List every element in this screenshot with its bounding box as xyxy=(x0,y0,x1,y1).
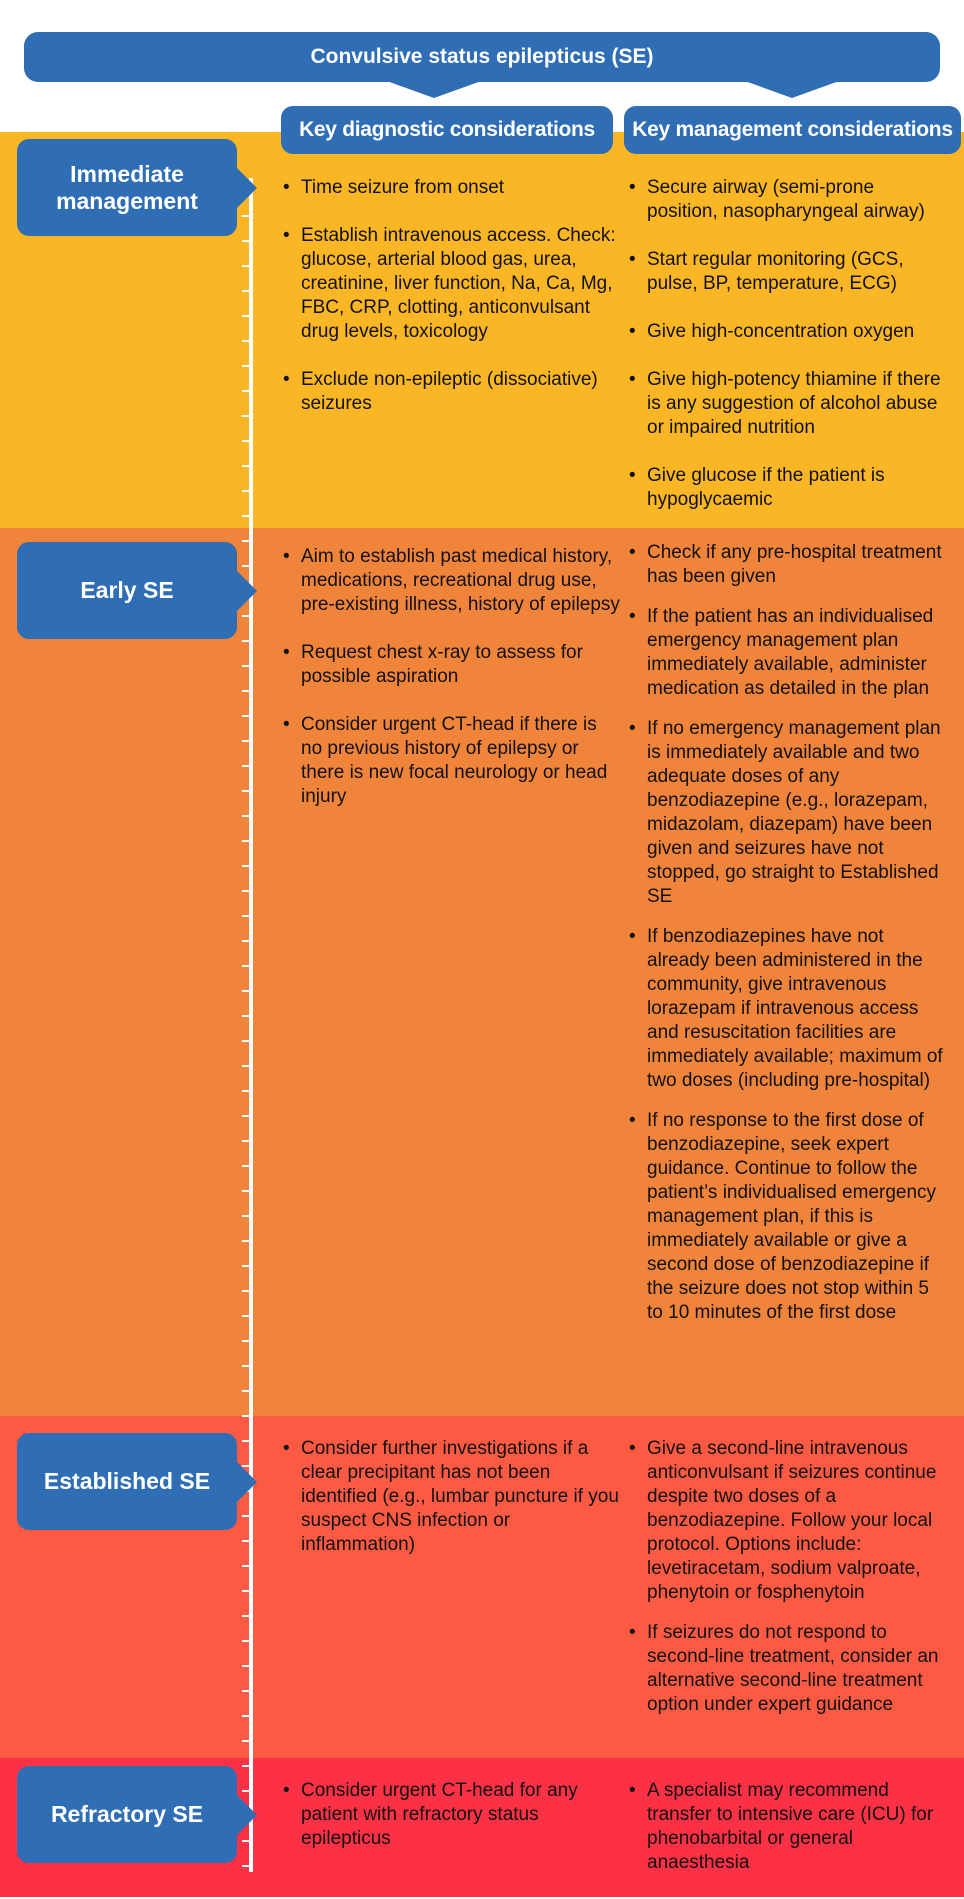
timeline-tick xyxy=(242,490,250,492)
list-item: • Give a second-line intravenous anticonvulsant if seizures continue despite two doses of a benzodiazepine. Follow your local protocol. Options include: levetiracetam, sodium valproate, phenytoin or fosphenytoin xyxy=(629,1437,947,1605)
timeline-tick xyxy=(242,965,250,967)
timeline-tick xyxy=(242,840,250,842)
timeline-tick xyxy=(242,815,250,817)
timeline-tick xyxy=(242,1315,250,1317)
timeline-tick xyxy=(242,1365,250,1367)
stage-label-established-se: Established SE xyxy=(17,1433,237,1530)
list-item: • A specialist may recommend transfer to intensive care (ICU) for phenobarbital or general anaesthesia xyxy=(629,1779,947,1875)
timeline-tick xyxy=(242,290,250,292)
refractory-diagnostic-list xyxy=(283,1779,623,1875)
list-item: • Aim to establish past medical history, medications, recreational drug use, pre-existing illness, history of epilepsy xyxy=(283,545,623,617)
timeline-tick xyxy=(242,740,250,742)
timeline-tick xyxy=(242,1340,250,1342)
timeline-tick xyxy=(242,1540,250,1542)
timeline-tick xyxy=(242,365,250,367)
timeline-tick xyxy=(242,615,250,617)
list-item: • If no response to the first dose of benzodiazepine, seek expert guidance. Continue to follow the patient’s individualised emergency management plan, if this is immediately available or give a second dose of benzodiazepine if the seizure does not stop within 5 to 10 minutes of the first dose xyxy=(629,1109,947,1325)
list-item: • If the patient has an individualised emergency management plan immediately available, administer medication as detailed in the plan xyxy=(629,605,947,701)
timeline-tick xyxy=(242,315,250,317)
stage-label-immediate-management: Immediate management xyxy=(17,139,237,236)
timeline-tick xyxy=(242,1265,250,1267)
timeline-tick xyxy=(242,1240,250,1242)
list-item: • If seizures do not respond to second-line treatment, consider an alternative second-line treatment option under expert guidance xyxy=(629,1621,947,1717)
timeline-tick xyxy=(242,1715,250,1717)
list-item: • Exclude non-epileptic (dissociative) seizures xyxy=(283,368,623,416)
established-management-list xyxy=(629,1437,947,1741)
timeline-tick xyxy=(242,1015,250,1017)
timeline-tick xyxy=(242,1215,250,1217)
management-column-header: Key management considerations xyxy=(624,106,961,154)
timeline-tick xyxy=(242,790,250,792)
timeline-tick xyxy=(242,1390,250,1392)
timeline-tick xyxy=(242,690,250,692)
timeline-tick xyxy=(242,1290,250,1292)
early-diagnostic-list xyxy=(283,545,623,833)
timeline-tick xyxy=(242,715,250,717)
timeline-tick xyxy=(242,415,250,417)
timeline-tick xyxy=(242,1415,250,1417)
timeline-tick xyxy=(242,1065,250,1067)
refractory-management-list xyxy=(629,1779,947,1899)
list-item: • Consider urgent CT-head for any patient with refractory status epilepticus xyxy=(283,1779,623,1851)
timeline-tick xyxy=(242,1165,250,1167)
timeline-tick xyxy=(242,1840,250,1842)
list-item: • Establish intravenous access. Check: glucose, arterial blood gas, urea, creatinine, liver function, Na, Ca, Mg, FBC, CRP, clotting, anticonvulsant drug levels, toxicology xyxy=(283,224,623,344)
list-item: • Give high-potency thiamine if there is any suggestion of alcohol abuse or impaired nutrition xyxy=(629,368,947,440)
timeline-tick xyxy=(242,1515,250,1517)
timeline-tick xyxy=(242,1140,250,1142)
timeline-tick xyxy=(242,1590,250,1592)
timeline-tick xyxy=(242,1665,250,1667)
timeline-tick xyxy=(242,640,250,642)
timeline-tick xyxy=(242,390,250,392)
timeline-tick xyxy=(242,565,250,567)
timeline-tick xyxy=(242,240,250,242)
title-notch-right xyxy=(742,80,842,98)
timeline-tick xyxy=(242,1865,250,1867)
stage-label-refractory-se: Refractory SE xyxy=(17,1766,237,1863)
list-item: • Time seizure from onset xyxy=(283,176,623,200)
timeline-tick xyxy=(242,515,250,517)
timeline-tick xyxy=(242,1440,250,1442)
list-item: • If no emergency management plan is immediately available and two adequate doses of any benzodiazepine (e.g., lorazepam, midazolam, diazepam) have been given and seizures have not stopped, go straight to Established SE xyxy=(629,717,947,909)
timeline-tick xyxy=(242,765,250,767)
list-item: • Request chest x-ray to assess for possible aspiration xyxy=(283,641,623,689)
list-item: • Secure airway (semi-prone position, nasopharyngeal airway) xyxy=(629,176,947,224)
list-item: • Consider urgent CT-head if there is no previous history of epilepsy or there is new focal neurology or head injury xyxy=(283,713,623,809)
diagnostic-column-header: Key diagnostic considerations xyxy=(281,106,613,154)
timeline-tick xyxy=(242,440,250,442)
list-item: • Consider further investigations if a clear precipitant has not been identified (e.g., lumbar puncture if you suspect CNS infection or inflammation) xyxy=(283,1437,623,1557)
timeline-tick xyxy=(242,990,250,992)
timeline-tick xyxy=(242,915,250,917)
list-item: • Give glucose if the patient is hypoglycaemic xyxy=(629,464,947,512)
timeline-tick xyxy=(242,1640,250,1642)
timeline-tick xyxy=(242,1190,250,1192)
timeline-tick xyxy=(242,890,250,892)
timeline-tick xyxy=(242,865,250,867)
timeline-tick xyxy=(242,1765,250,1767)
timeline-axis xyxy=(249,178,253,1872)
timeline-tick xyxy=(242,1790,250,1792)
list-item: • If benzodiazepines have not already been administered in the community, give intravenous lorazepam if intravenous access and resuscitation facilities are immediately available; maximum of two doses (including pre-hospital) xyxy=(629,925,947,1093)
timeline-tick xyxy=(242,1565,250,1567)
list-item: • Check if any pre-hospital treatment has been given xyxy=(629,541,947,589)
timeline-tick xyxy=(242,465,250,467)
timeline-tick xyxy=(242,940,250,942)
timeline-tick xyxy=(242,1090,250,1092)
timeline-tick xyxy=(242,215,250,217)
timeline-tick xyxy=(242,265,250,267)
timeline-tick xyxy=(242,1040,250,1042)
established-diagnostic-list xyxy=(283,1437,623,1581)
stage-label-early-se: Early SE xyxy=(17,542,237,639)
timeline-tick xyxy=(242,540,250,542)
list-item: • Give high-concentration oxygen xyxy=(629,320,947,344)
timeline-tick xyxy=(242,1115,250,1117)
timeline-tick xyxy=(242,1615,250,1617)
title-notch-left xyxy=(384,80,484,98)
list-item: • Start regular monitoring (GCS, pulse, BP, temperature, ECG) xyxy=(629,248,947,296)
diagram-title: Convulsive status epilepticus (SE) xyxy=(24,32,940,82)
timeline-tick xyxy=(242,340,250,342)
timeline-tick xyxy=(242,1690,250,1692)
early-management-list xyxy=(629,541,947,1341)
immediate-diagnostic-list xyxy=(283,176,623,440)
timeline-tick xyxy=(242,665,250,667)
immediate-management-list xyxy=(629,176,947,536)
timeline-tick xyxy=(242,1740,250,1742)
